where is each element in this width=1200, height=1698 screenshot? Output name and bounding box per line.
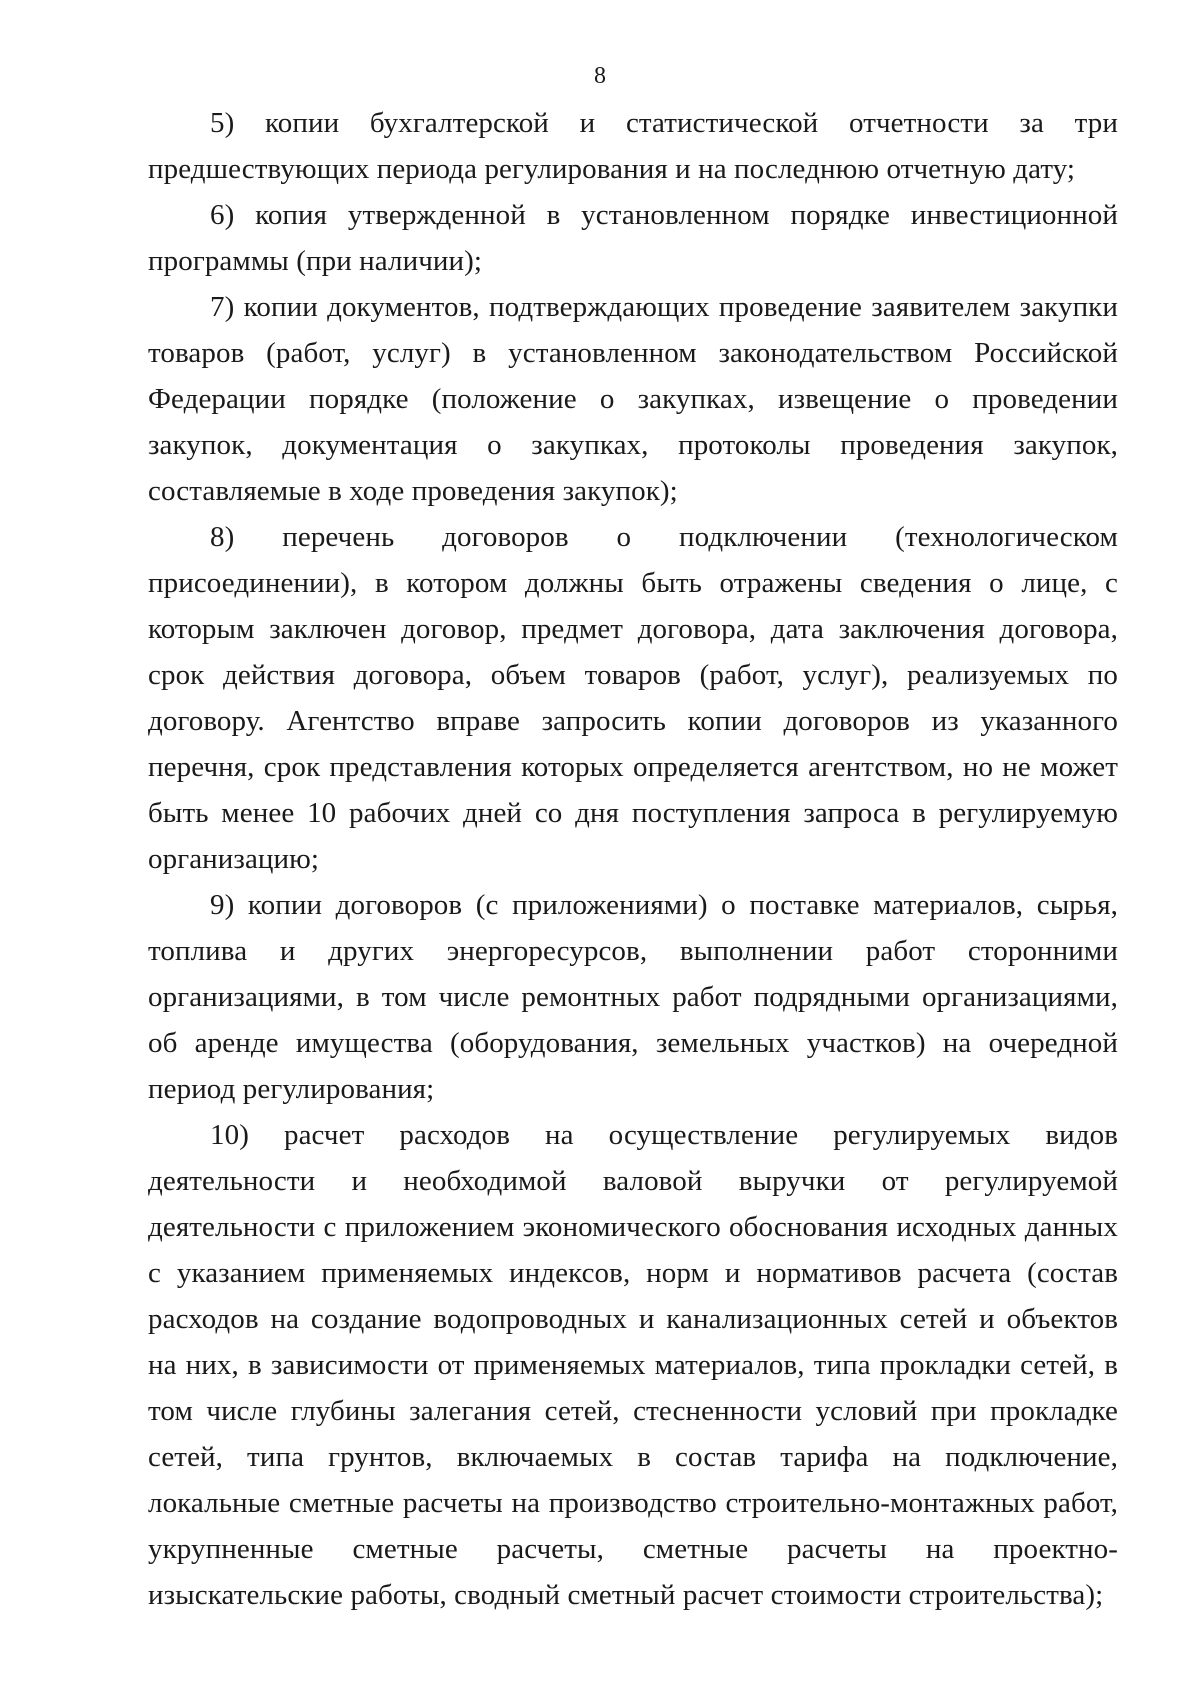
list-item-10: 10) расчет расходов на осуществление регулируемых видов деятельности и необходимой валовой выручки от регулируемой деятельности с приложением экономического обоснования исходных данных с указанием применяемых индексов, норм и нормативов расчета (состав расходов на создание водопроводных и канализационных сетей и объектов на них, в зависимости от применяемых материалов, типа прокладки сетей, в том числе глубины залегания сетей, стесненности условий при прокладке сетей, типа грунтов, включаемых в состав тарифа на подключение, локальные сметные расчеты на производство строительно-монтажных работ, укрупненные сметные расчеты, сметные расчеты на проектно-изыскательские работы, сводный сметный расчет стоимости строительства); — [148, 1119, 1118, 1611]
document-body — [148, 100, 1118, 1618]
list-item-7: 7) копии документов, подтверждающих проведение заявителем закупки товаров (работ, услуг) в установленном законодательством Российской Федерации порядке (положение о закупках, извещение о проведении закупок, документация о закупках, протоколы проведения закупок, составляемые в ходе проведения закупок); — [148, 291, 1118, 507]
page-number: 8 — [594, 63, 606, 89]
list-item-6: 6) копия утвержденной в установленном порядке инвестиционной программы (при наличии); — [148, 199, 1118, 277]
list-item-8: 8) перечень договоров о подключении (технологическом присоединении), в котором должны быть отражены сведения о лице, с которым заключен договор, предмет договора, дата заключения договора, срок действия договора, объем товаров (работ, услуг), реализуемых по договору. Агентство вправе запросить копии договоров из указанного перечня, срок представления которых определяется агентством, но не может быть менее 10 рабочих дней со дня поступления запроса в регулируемую организацию; — [148, 521, 1118, 875]
list-item-5: 5) копии бухгалтерской и статистической отчетности за три предшествующих периода регулирования и на последнюю отчетную дату; — [148, 107, 1118, 185]
list-item-9: 9) копии договоров (с приложениями) о поставке материалов, сырья, топлива и других энергоресурсов, выполнении работ сторонними организациями, в том числе ремонтных работ подрядными организациями, об аренде имущества (оборудования, земельных участков) на очередной период регулирования; — [148, 889, 1118, 1105]
